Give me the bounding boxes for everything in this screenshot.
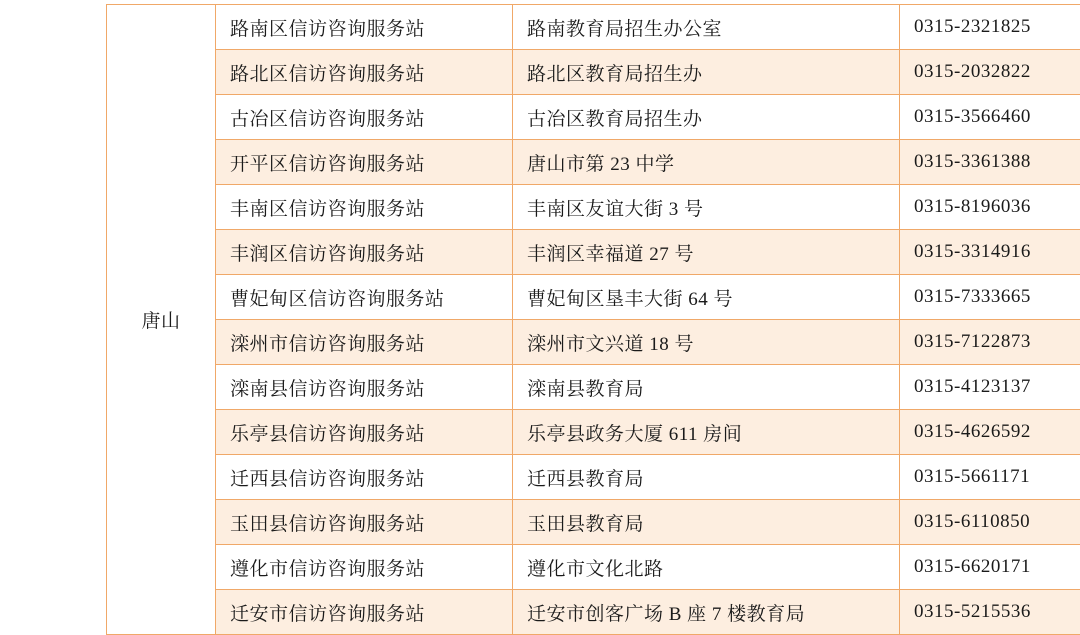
station-cell: 乐亭县信访咨询服务站 (216, 410, 513, 455)
address-cell: 丰润区幸福道 27 号 (513, 230, 900, 275)
address-cell: 玉田县教育局 (513, 500, 900, 545)
phone-cell: 0315-4123137 (900, 365, 1080, 410)
phone-cell: 0315-5215536 (900, 590, 1080, 635)
table-row (107, 5, 1080, 50)
table-row (107, 185, 1080, 230)
address-cell: 遵化市文化北路 (513, 545, 900, 590)
station-cell: 丰润区信访咨询服务站 (216, 230, 513, 275)
station-cell: 开平区信访咨询服务站 (216, 140, 513, 185)
address-cell: 迁西县教育局 (513, 455, 900, 500)
address-cell: 乐亭县政务大厦 611 房间 (513, 410, 900, 455)
table-row (107, 275, 1080, 320)
address-cell: 滦州市文兴道 18 号 (513, 320, 900, 365)
phone-cell: 0315-8196036 (900, 185, 1080, 230)
phone-cell: 0315-6110850 (900, 500, 1080, 545)
phone-cell: 0315-7122873 (900, 320, 1080, 365)
station-cell: 曹妃甸区信访咨询服务站 (216, 275, 513, 320)
table-row (107, 590, 1080, 635)
station-cell: 滦州市信访咨询服务站 (216, 320, 513, 365)
phone-cell: 0315-2032822 (900, 50, 1080, 95)
address-cell: 滦南县教育局 (513, 365, 900, 410)
phone-cell: 0315-3566460 (900, 95, 1080, 140)
table-row (107, 50, 1080, 95)
phone-cell: 0315-3361388 (900, 140, 1080, 185)
table-row (107, 455, 1080, 500)
table-row (107, 500, 1080, 545)
table-row (107, 230, 1080, 275)
station-cell: 路南区信访咨询服务站 (216, 5, 513, 50)
table-row (107, 545, 1080, 590)
address-cell: 曹妃甸区垦丰大街 64 号 (513, 275, 900, 320)
table-body (107, 5, 1080, 635)
phone-cell: 0315-5661171 (900, 455, 1080, 500)
phone-cell: 0315-2321825 (900, 5, 1080, 50)
table-row (107, 95, 1080, 140)
address-cell: 唐山市第 23 中学 (513, 140, 900, 185)
station-cell: 丰南区信访咨询服务站 (216, 185, 513, 230)
document-page (0, 4, 1080, 635)
table-row (107, 410, 1080, 455)
station-cell: 滦南县信访咨询服务站 (216, 365, 513, 410)
table-row (107, 320, 1080, 365)
address-cell: 丰南区友谊大街 3 号 (513, 185, 900, 230)
station-cell: 遵化市信访咨询服务站 (216, 545, 513, 590)
table-row (107, 365, 1080, 410)
station-cell: 玉田县信访咨询服务站 (216, 500, 513, 545)
table-row (107, 140, 1080, 185)
phone-cell: 0315-4626592 (900, 410, 1080, 455)
station-cell: 迁西县信访咨询服务站 (216, 455, 513, 500)
station-cell: 古冶区信访咨询服务站 (216, 95, 513, 140)
station-cell: 迁安市信访咨询服务站 (216, 590, 513, 635)
address-cell: 路南教育局招生办公室 (513, 5, 900, 50)
address-cell: 古冶区教育局招生办 (513, 95, 900, 140)
contact-table (106, 4, 1080, 635)
region-cell: 唐山 (107, 5, 216, 635)
address-cell: 迁安市创客广场 B 座 7 楼教育局 (513, 590, 900, 635)
phone-cell: 0315-7333665 (900, 275, 1080, 320)
address-cell: 路北区教育局招生办 (513, 50, 900, 95)
phone-cell: 0315-3314916 (900, 230, 1080, 275)
station-cell: 路北区信访咨询服务站 (216, 50, 513, 95)
phone-cell: 0315-6620171 (900, 545, 1080, 590)
